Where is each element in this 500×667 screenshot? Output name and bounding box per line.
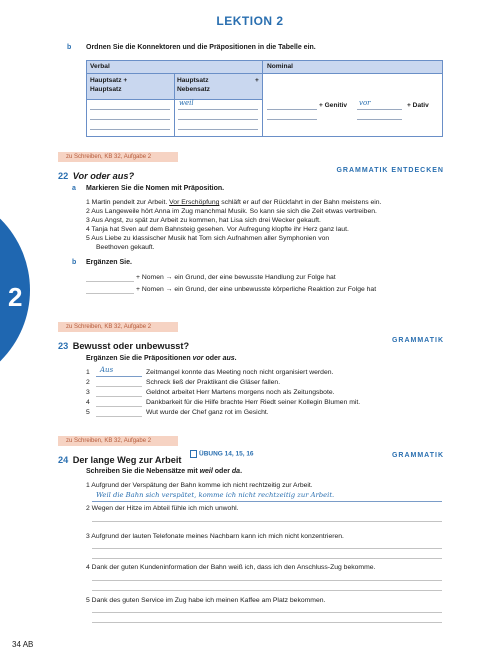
answer-line[interactable] [96,396,142,397]
page-footer [12,640,33,649]
task-item: 2 Wegen der Hitze im Abteil fühle ich mich unwohl. [86,505,239,512]
answer-line[interactable] [96,376,142,377]
chapter-number: 2 [8,282,23,312]
answer-line[interactable] [96,406,142,407]
gap-item [86,408,466,418]
answer-line[interactable] [357,119,402,120]
header-nominal: Nominal [267,63,294,70]
example-answer: Weil die Bahn sich verspätet, komme ich nicht rechtzeitig zur Arbeit. [96,491,335,499]
task-item: 4 Dank der guten Kundeninformation der Bahn weiß ich, dass ich den Anschluss-Zug bekomme. [86,564,376,571]
document-icon [190,450,197,458]
item-number: 4 [86,399,90,406]
answer-line[interactable] [92,521,442,522]
rule-line: + Nomen → ein Grund, der eine unbewusste körperliche Reaktion zur Folge hat [136,286,377,293]
answer-line[interactable] [92,501,442,502]
answer-line[interactable] [86,281,134,282]
instruction-text: oder [212,468,232,475]
task-instruction: Ergänzen Sie. [86,259,132,266]
table-divider [174,73,175,136]
task-instruction: Ordnen Sie die Konnektoren und die Präpositionen in die Tabelle ein. [86,44,316,51]
task-instruction [86,355,237,362]
task-instruction [86,468,242,475]
sentence: 3 Aus Angst, zu spät zur Arbeit zu kommen, hat Lisa sich drei Wecker gekauft. [86,217,321,224]
item-text: Zeitmangel konnte das Meeting noch nicht organisiert werden. [146,369,334,376]
instruction-text: . [240,468,243,475]
answer-line[interactable] [92,558,442,559]
exercise-number: 24 [58,455,69,465]
answer-line[interactable] [92,580,442,581]
exercise-24-heading [58,450,181,468]
exercise-tag: zu Schreiben, KB 32, Aufgabe 2 [58,322,178,332]
sentence-list [86,198,466,252]
answer-line[interactable] [178,109,258,110]
task-letter: a [72,185,76,192]
exercise-title: Der lange Weg zur Arbeit [72,455,182,465]
header-hauptsatz-nebensatz-b: Nebensatz [177,86,210,93]
label-dativ: + Dativ [407,102,429,109]
gap-list [86,368,466,418]
answer-line[interactable] [92,590,442,591]
header-hauptsatz-hauptsatz-a: Hauptsatz + [90,77,128,84]
lektion-title: LEKTION 2 [216,14,284,28]
item-text: Wut wurde der Chef ganz rot im Gesicht. [146,409,269,416]
exercise-title: Bewusst oder unbewusst? [72,341,190,351]
item-text: Schreck ließ der Praktikant die Gläser fallen. [146,379,281,386]
header-verbal: Verbal [90,63,110,70]
answer-line[interactable] [267,109,317,110]
exercise-tag: zu Schreiben, KB 32, Aufgabe 2 [58,436,178,446]
answer-line[interactable] [96,386,142,387]
task-item: 1 Aufgrund der Verspätung der Bahn komme ich nicht rechtzeitig zur Arbeit. [86,482,313,489]
answer-line[interactable] [92,548,442,549]
task-item: 5 Dank des guten Service im Zug habe ich meinen Kaffee am Platz bekommen. [86,597,326,604]
task-letter: b [67,44,72,51]
example-answer: Aus [100,366,114,374]
header-hauptsatz-nebensatz-a: Hauptsatz [177,77,209,84]
answer-line[interactable] [357,109,402,110]
instruction-keyword: da [231,468,241,475]
answer-line[interactable] [178,119,258,120]
grammar-label: GRAMMATIK [391,452,444,459]
header-hauptsatz-nebensatz-plus: + [255,77,259,84]
sentence: 2 Aus Langeweile hört Anna im Zug manchmal Musik. So kann sie sich die Zeit etwas vertreiben. [86,208,377,215]
sentence: 4 Tanja hat Sven auf dem Bahnsteig gesehen. Vor Aufregung klopfte ihr Herz ganz laut. [86,226,349,233]
sentence: 5 Aus Liebe zu klassischer Musik hat Tom sich Aufnahmen aller Symphonien von [86,235,330,242]
gap-item [86,398,466,408]
example-answer-vor: vor [359,99,371,107]
uebung-label: ÜBUNG 14, 15, 16 [199,450,254,458]
gap-item [86,368,466,378]
answer-line[interactable] [90,109,170,110]
sentence-text: 1 Martin pendelt zur Arbeit. [86,199,170,206]
grammar-label: GRAMMATIK ENTDECKEN [336,167,444,174]
exercise-number: 22 [58,171,69,181]
sentence [86,198,466,207]
uebung-reference [190,450,254,458]
task-item: 3 Aufgrund der lauten Telefonate meines Nachbarn kann ich mich nicht konzentrieren. [86,533,344,540]
item-number: 3 [86,389,90,396]
instruction-text: oder [203,355,223,362]
answer-line[interactable] [90,129,170,130]
instruction-keyword: vor [192,355,204,362]
table-header-row [87,61,442,73]
exercise-tag: zu Schreiben, KB 32, Aufgabe 2 [58,152,178,162]
instruction-text: Ergänzen Sie die Präpositionen [86,355,193,362]
sentence-continuation: Beethoven gekauft. [96,244,155,251]
exercise-number: 23 [58,341,69,351]
item-text: Geldnot arbeitet Herr Martens morgens noch als Zeitungsbote. [146,389,335,396]
exercise-22-heading [58,166,134,184]
answer-line[interactable] [90,119,170,120]
gap-item [86,378,466,388]
table-divider [262,61,263,136]
rule-line: + Nomen → ein Grund, der eine bewusste Handlung zur Folge hat [136,274,336,281]
section-label: AB [22,640,34,649]
item-number: 2 [86,379,90,386]
instruction-text: . [234,355,237,362]
item-number: 5 [86,409,90,416]
item-number: 1 [86,369,90,376]
label-genitiv: + Genitiv [319,102,348,109]
answer-line[interactable] [96,416,142,417]
answer-line[interactable] [86,293,134,294]
task-instruction: Markieren Sie die Nomen mit Präposition. [86,185,225,192]
sentence-text: schläft er auf der Rückfahrt in der Bahn meistens ein. [219,199,382,206]
task-letter: b [72,259,77,266]
answer-line[interactable] [92,622,442,623]
example-answer-weil: weil [179,99,194,107]
instruction-keyword: weil [199,468,213,475]
answer-line[interactable] [92,612,442,613]
marked-noun: Vor Erschöpfung [169,199,220,206]
header-hauptsatz-hauptsatz-b: Hauptsatz [90,86,122,93]
page-number: 34 [12,640,21,649]
gap-item [86,388,466,398]
item-text: Dankbarkeit für die Hilfe brachte Herr Riedt seiner Kollegin Blumen mit. [146,399,361,406]
table-rule [87,73,442,74]
connector-table [86,60,443,137]
answer-line[interactable] [178,129,258,130]
exercise-title: Vor oder aus? [72,171,135,181]
instruction-text: Schreiben Sie die Nebensätze mit [86,468,200,475]
answer-line[interactable] [267,119,317,120]
grammar-label: GRAMMATIK [391,337,444,344]
exercise-23-heading [58,336,189,354]
instruction-keyword: aus [222,355,235,362]
